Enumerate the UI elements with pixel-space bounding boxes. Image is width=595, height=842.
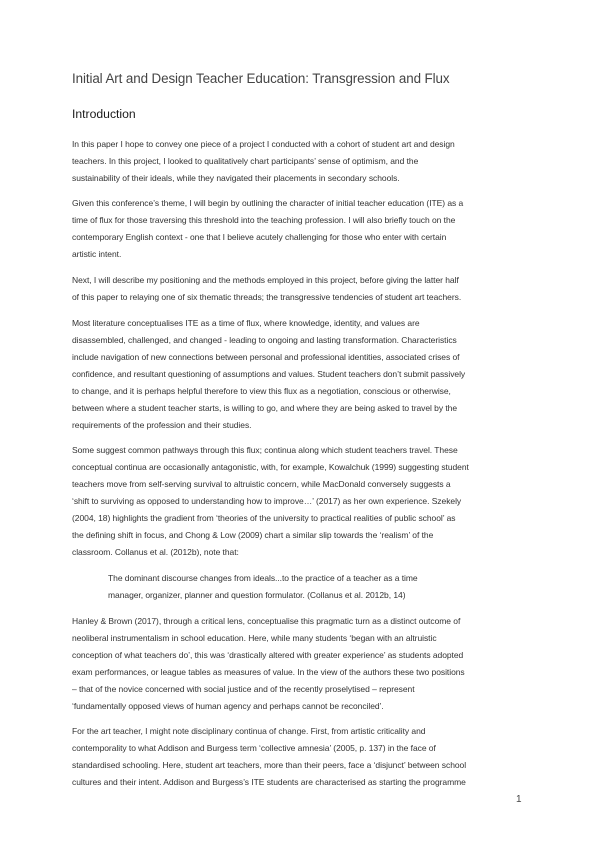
paragraph-line: of this paper to relaying one of six thematic threads; the transgressive tendencies of student art teachers. <box>72 292 462 302</box>
paragraph-line: neoliberal instrumentalism in school education. Here, while many students ‘began with an altruistic <box>72 633 437 643</box>
paragraph-line: Given this conference’s theme, I will begin by outlining the character of initial teacher education (ITE) as a <box>72 198 464 208</box>
paragraph-line: For the art teacher, I might note disciplinary continua of change. First, from artistic criticality and <box>72 726 426 736</box>
paragraph-line: ‘fundamentally opposed views of human agency and perhaps cannot be reconciled’. <box>72 701 384 711</box>
paragraph-line: time of flux for those traversing this threshold into the teaching profession. I will also briefly touch on the <box>72 215 456 225</box>
paragraph-line: requirements of the profession and their studies. <box>72 420 252 430</box>
page-number: 1 <box>516 794 522 805</box>
paragraph-line: teachers move from self-serving survival to altruistic concern, while MacDonald conversely suggests a <box>72 479 451 489</box>
paragraph-line: conception of what teachers do’, this was ‘drastically altered with greater experience’ as students adopted <box>72 650 464 660</box>
paragraph-line: confidence, and resultant questioning of assumptions and values. Student teachers don’t submit passively <box>72 369 466 379</box>
paragraph-line: ‘shift to surviving as opposed to understanding how to improve…’ (2017) as her own experience. Szekely <box>72 496 462 506</box>
paragraph-line: Hanley & Brown (2017), through a critical lens, conceptualise this pragmatic turn as a distinct outcome of <box>72 616 461 626</box>
paragraph-line: sustainability of their ideals, while they navigated their placements in secondary schools. <box>72 173 400 183</box>
paragraph-line: classroom. Collanus et al. (2012b), note that: <box>72 547 239 557</box>
paragraph-line: In this paper I hope to convey one piece of a project I conducted with a cohort of student art and design <box>72 139 455 149</box>
paragraph-line: conceptual continua are occasionally antagonistic, with, for example, Kowalchuk (1999) suggesting student <box>72 462 469 472</box>
paragraph-line: teachers. In this project, I looked to qualitatively chart participants’ sense of optimism, and the <box>72 156 419 166</box>
section-heading: Introduction <box>72 107 136 121</box>
paragraph-line: cultures and their intent. Addison and Burgess’s ITE students are characterised as starting the programme <box>72 777 466 787</box>
paragraph-line: standardised schooling. Here, student art teachers, more than their peers, face a ‘disjunct’ between school <box>72 760 467 770</box>
paragraph-line: contemporality to what Addison and Burgess term ‘collective amnesia’ (2005, p. 137) in the face of <box>72 743 436 753</box>
paragraph-line: exam performances, or league tables as measures of value. In the view of the authors these two positions <box>72 667 465 677</box>
paragraph-line: to change, and it is perhaps helpful therefore to view this flux as a negotiation, conscious or otherwise, <box>72 386 451 396</box>
paragraph-line: between where a student teacher starts, is willing to go, and where they are being asked to travel by the <box>72 403 458 413</box>
paragraph-line: include navigation of new connections between personal and professional identities, associated crises of <box>72 352 460 362</box>
paragraph-line: – that of the novice concerned with social justice and of the recently proselytised – represent <box>72 684 415 694</box>
paragraph-line: Most literature conceptualises ITE as a time of flux, where knowledge, identity, and values are <box>72 318 420 328</box>
paragraph-line: (2004, 18) highlights the gradient from ‘theories of the university to practical realities of public school’ as <box>72 513 456 523</box>
block-quote-line: manager, organizer, planner and question formulator. (Collanus et al. 2012b, 14) <box>108 590 406 600</box>
paragraph-line: the defining shift in focus, and Chong & Low (2009) chart a similar slip towards the ‘realism’ of the <box>72 530 434 540</box>
paragraph-line: Next, I will describe my positioning and the methods employed in this project, before giving the latter half <box>72 275 459 285</box>
paragraph-line: disassembled, challenged, and changed - leading to ongoing and lasting transformation. Characteristics <box>72 335 457 345</box>
document-title: Initial Art and Design Teacher Education: Transgression and Flux <box>72 71 450 86</box>
paragraph-line: artistic intent. <box>72 249 122 259</box>
paragraph-line: Some suggest common pathways through this flux; continua along which student teachers travel. These <box>72 445 458 455</box>
paragraph-line: contemporary English context - one that I believe acutely challenging for those who enter with certain <box>72 232 447 242</box>
block-quote-line: The dominant discourse changes from ideals...to the practice of a teacher as a time <box>108 573 418 583</box>
